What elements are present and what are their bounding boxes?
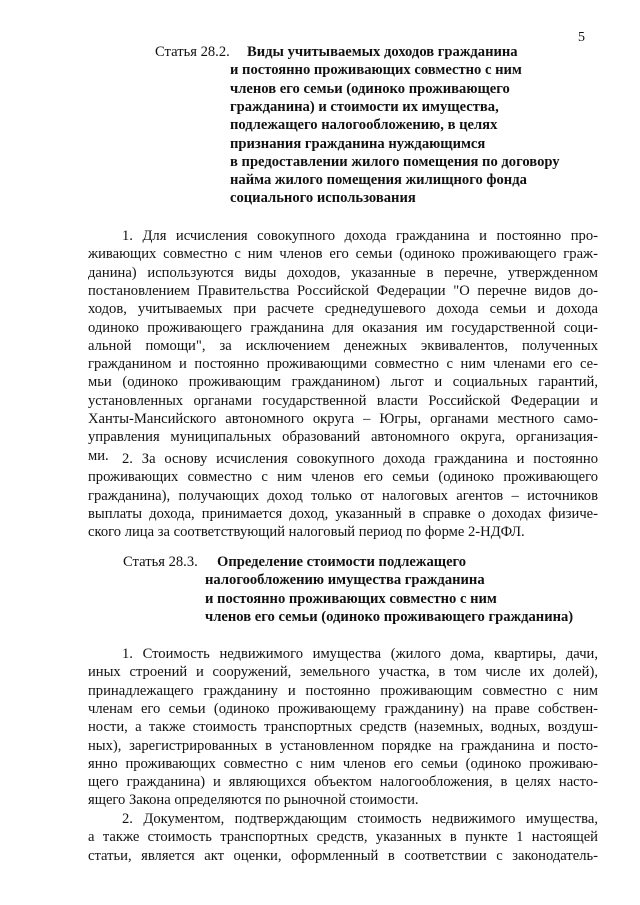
paragraph-line: гражданином и постоянно проживающими совместно с ним членами его се-	[88, 356, 598, 373]
paragraph-line: данина) используются виды доходов, указанные в перечне, утвержденном	[88, 264, 598, 281]
article-heading-line: Определение стоимости подлежащего	[217, 554, 467, 570]
paragraph-line: ходов, учитываемых при расчете среднедушевого дохода семьи и дохода	[88, 301, 598, 318]
paragraph-line: живающих совместно с ним членов его семьи (одиноко проживающего граж-	[88, 246, 598, 263]
article-heading-line: подлежащего налогообложению, в целях	[230, 117, 498, 134]
paragraph-line: Ханты-Мансийского автономного округа – Югры, органами местного само-	[88, 411, 598, 427]
paragraph-line: мьи (одиноко проживающим гражданином) льгот и социальных гарантий,	[88, 374, 598, 391]
article-heading-line: и постоянно проживающих совместно с ним	[230, 62, 522, 79]
paragraph-line: альной помощи", за исключением денежных эквивалентов, полученных	[88, 337, 598, 354]
article-heading-line: и постоянно проживающих совместно с ним	[205, 590, 497, 607]
paragraph-line: постановлением Правительства Российской Федерации "О перечне видов до-	[88, 282, 598, 299]
paragraph-line: управления муниципальных образований автономного округа, организация-	[88, 429, 598, 446]
paragraph-line: членам его семьи (одиноко проживающему гражданину) на праве собствен-	[88, 700, 598, 717]
article-heading-line: социального использования	[230, 190, 416, 207]
article-heading-line: членов его семьи (одиноко проживающего гражданина)	[205, 608, 574, 625]
article-heading-line: в предоставлении жилого помещения по договору	[230, 153, 560, 170]
article-heading-line: найма жилого помещения жилищного фонда	[230, 172, 527, 189]
paragraph-line: выплаты дохода, принимается доход, указанный в справке о доходах физиче-	[88, 505, 598, 522]
paragraph-line: 2. За основу исчисления совокупного дохода гражданина и постоянно	[122, 451, 598, 467]
paragraph-line: щего гражданина) и являющихся объектом налогообложения, в целях насто-	[88, 774, 598, 791]
paragraph-line: ящего Закона определяются по рыночной стоимости.	[88, 792, 419, 809]
paragraph-line: иных строений и сооружений, земельного участка, в том числе их долей),	[88, 664, 598, 681]
paragraph-line: принадлежащего гражданину и постоянно проживающим совместно с ним	[88, 682, 598, 699]
paragraph-line: ности, а также стоимость транспортных средств (наземных, водных, воздуш-	[88, 719, 598, 736]
article-heading-line: Виды учитываемых доходов гражданина	[247, 44, 518, 60]
paragraph-line: янно проживающих совместно с ним членов его семьи (одиноко проживаю-	[88, 755, 598, 772]
article-label: Статья 28.2.	[155, 44, 230, 60]
page-number: 5	[578, 30, 585, 45]
article-heading-line: членов его семьи (одиноко проживающего	[230, 80, 510, 97]
paragraph-line: а также стоимость транспортных средств, указанных в пункте 1 настоящей	[88, 829, 598, 846]
paragraph-line: одиноко проживающего гражданина для оказания им государственной соци-	[88, 319, 598, 336]
paragraph-line: проживающих совместно с ним членов его семьи (одиноко проживающего	[88, 469, 598, 486]
article-heading-line: гражданина) и стоимости их имущества,	[230, 98, 499, 115]
article-heading-line: признания гражданина нуждающимся	[230, 135, 486, 152]
paragraph-line: статьи, является акт оценки, оформленный в соответствии с законодатель-	[88, 847, 598, 864]
paragraph-line: ми.	[88, 447, 109, 464]
article-label: Статья 28.3.	[123, 554, 198, 570]
paragraph-line: установленных органами государственной власти Российской Федерации и	[88, 392, 598, 409]
paragraph-line: гражданина), получающих доход только от налоговых агентов – источников	[88, 487, 598, 504]
paragraph-line: ных), зарегистрированных в установленном порядке на гражданина и посто-	[88, 737, 598, 754]
paragraph-line: 2. Документом, подтверждающим стоимость недвижимого имущества,	[122, 811, 598, 827]
paragraph-line: 1. Для исчисления совокупного дохода гражданина и постоянно про-	[122, 228, 598, 244]
paragraph-line: 1. Стоимость недвижимого имущества (жилого дома, квартиры, дачи,	[122, 646, 598, 662]
article-heading-line: налогообложению имущества гражданина	[205, 572, 485, 589]
paragraph-line: ского лица за соответствующий налоговый период по форме 2-НДФЛ.	[88, 524, 525, 541]
